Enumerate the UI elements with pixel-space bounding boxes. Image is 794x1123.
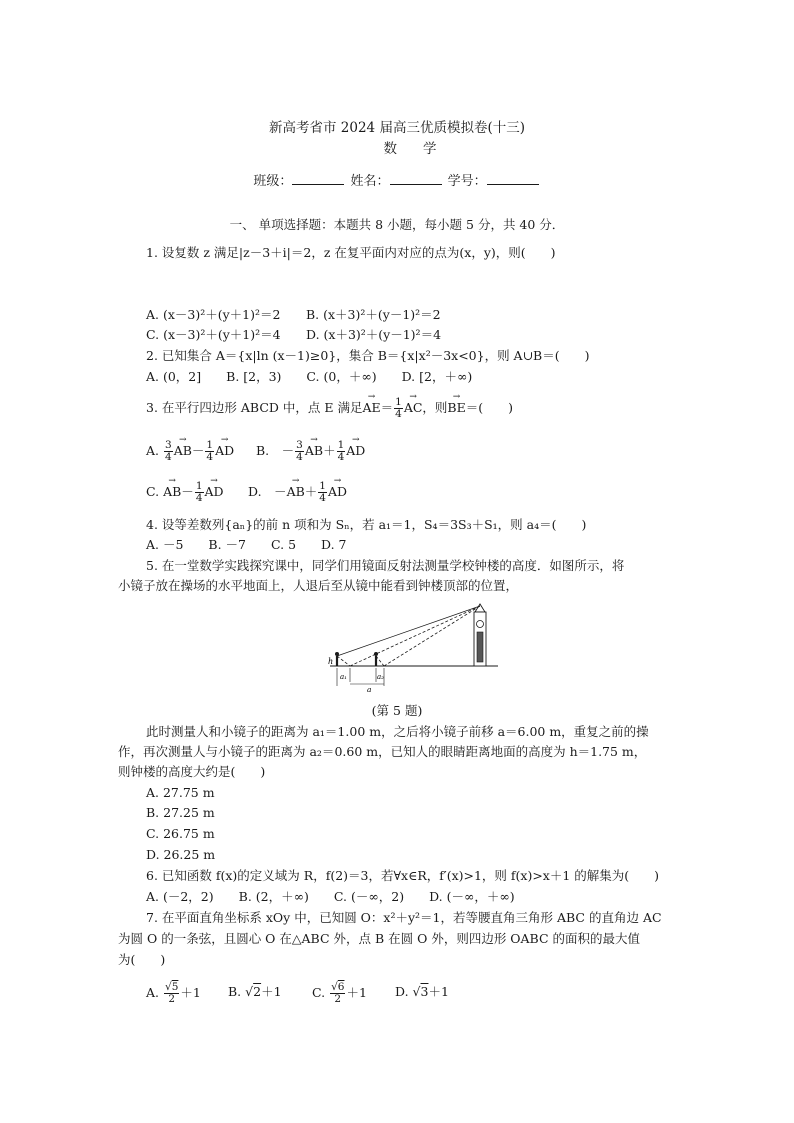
- frac-den: 4: [296, 451, 303, 463]
- frac-den: 4: [337, 451, 345, 463]
- vector-ad: → AD: [205, 482, 224, 502]
- frac-num: √6: [331, 981, 345, 993]
- radicand: 5: [171, 981, 179, 993]
- q4-options: A. －5 B. －7 C. 5 D. 7: [146, 537, 347, 552]
- fraction: [164, 982, 179, 1005]
- q5-para1: 此时测量人和小镜子的距离为 a₁＝1.00 m，之后将小镜子前移 a＝6.00 m，重复之前的操: [146, 724, 649, 739]
- vector-ac: → AC: [404, 398, 423, 418]
- q5-figure: [320, 602, 500, 694]
- sight-line-2b: [384, 606, 480, 666]
- q1-option-d: D. (x＋3)²＋(y－1)²＝4: [306, 327, 442, 342]
- vector-ab: → AB: [305, 441, 323, 461]
- option-label: A.: [146, 443, 160, 458]
- fraction: [394, 397, 403, 420]
- radicand: 3: [420, 984, 429, 999]
- frac-num: 1: [319, 480, 326, 492]
- fraction: [295, 440, 304, 463]
- fraction: [205, 440, 214, 463]
- q6-stem: 6. 已知函数 f(x)的定义域为 R，f(2)＝3，若∀x∈R，f′(x)>1，则 f(x)>x＋1 的解集为( ): [146, 868, 660, 883]
- option-tail: ＋1: [346, 985, 367, 1000]
- vector-ad: → AD: [346, 441, 365, 461]
- class-label: 班级：: [253, 174, 293, 189]
- class-blank[interactable]: [292, 172, 344, 185]
- q2-options: A. (0，2] B. [2，3) C. (0，＋∞) D. [2，＋∞): [146, 369, 473, 384]
- vector-ad: → AD: [328, 482, 347, 502]
- q3-stem: [146, 397, 513, 420]
- q5-para2: 作，再次测量人与小镜子的距离为 a₂＝0.60 m，已知人的眼睛距离地面的高度为 h＝1.75 m，: [118, 744, 647, 759]
- vector-be: → BE: [447, 398, 465, 418]
- frac-den: 4: [195, 492, 203, 504]
- q7-option-c: [312, 982, 367, 1005]
- person-2-head: [374, 652, 378, 656]
- fraction: [318, 481, 327, 504]
- q1-option-c: C. (x－3)²＋(y＋1)²＝4: [146, 327, 281, 342]
- clock-tower: [474, 604, 486, 666]
- frac-den: 4: [395, 408, 402, 420]
- operator: －: [181, 484, 194, 499]
- q5-option-a: A. 27.75 m: [146, 785, 215, 800]
- q6-options: A. (－2，2) B. (2，＋∞) C. (－∞，2) D. (－∞，＋∞): [146, 889, 515, 904]
- frac-den: 4: [206, 451, 214, 463]
- subject-title: 数学: [383, 141, 463, 157]
- option-label: C.: [312, 985, 326, 1000]
- option-label: D. －: [248, 484, 287, 499]
- q2-stem: 2. 已知集合 A＝{x|ln (x－1)≥0}，集合 B＝{x|x²－3x<0}，则 A∪B＝( ): [146, 348, 590, 363]
- frac-num: 3: [296, 439, 303, 451]
- q7-line3: 为( ): [118, 952, 166, 967]
- fraction: [330, 982, 345, 1005]
- q3-option-b: [256, 440, 365, 463]
- q5-line1: 5. 在一堂数学实践探究课中，同学们用镜面反射法测量学校钟楼的高度．如图所示，将: [146, 558, 625, 573]
- sight-line-1b: [350, 606, 480, 666]
- q7-option-d: D. √3＋1: [395, 984, 449, 999]
- vector-ae: → AE: [362, 398, 380, 418]
- id-label: 学号：: [447, 174, 487, 189]
- frac-den: 4: [165, 451, 172, 463]
- name-blank[interactable]: [390, 172, 442, 185]
- q3-equals: ＝: [380, 400, 394, 415]
- option-label: A.: [146, 985, 160, 1000]
- frac-num: 1: [337, 439, 345, 451]
- option-tail: ＋1: [428, 984, 449, 999]
- section-heading: 一、 单项选择题：本题共 8 小题，每小题 5 分，共 40 分．: [229, 217, 565, 232]
- sight-line-2a: [376, 656, 384, 666]
- option-label: B. －: [256, 443, 295, 458]
- id-blank[interactable]: [487, 172, 539, 185]
- q5-option-b: B. 27.25 m: [146, 805, 215, 820]
- exam-title: 新高考省市 2024 届高三优质模拟卷(十三): [269, 120, 525, 136]
- q3-stem-text-c: ＝( ): [465, 400, 513, 415]
- q1-option-b: B. (x＋3)²＋(y－1)²＝2: [306, 307, 441, 322]
- q1-option-a: A. (x－3)²＋(y＋1)²＝2: [146, 307, 281, 322]
- label-a2: a₂: [377, 673, 384, 681]
- fraction: [195, 481, 204, 504]
- radicand: 6: [337, 981, 345, 993]
- q1-stem: 1. 设复数 z 满足|z－3＋i|＝2，z 在复平面内对应的点为(x，y)，则( ): [146, 245, 556, 260]
- frac-den: 4: [319, 492, 326, 504]
- q7-line1: 7. 在平面直角坐标系 xOy 中，已知圆 O：x²＋y²＝1，若等腰直角三角形 ABC 的直角边 AC: [146, 910, 662, 925]
- q3-option-d: [248, 481, 347, 504]
- label-a: a: [367, 685, 372, 694]
- frac-num: 1: [395, 396, 402, 408]
- frac-num: 3: [165, 439, 172, 451]
- option-label: B.: [228, 984, 242, 999]
- name-label: 姓名：: [350, 174, 390, 189]
- operator: －: [191, 443, 205, 458]
- operator: ＋: [323, 443, 336, 458]
- fraction: [164, 440, 173, 463]
- q5-line2: 小镜子放在操场的水平地面上，人退后至从镜中能看到钟楼顶部的位置，: [118, 578, 519, 593]
- q7-option-a: [146, 982, 201, 1005]
- option-label: C.: [146, 484, 160, 499]
- frac-num: 1: [206, 439, 214, 451]
- q3-stem-text: 3. 在平行四边形 ABCD 中，点 E 满足: [146, 400, 363, 415]
- q5-option-c: C. 26.75 m: [146, 826, 215, 841]
- radicand: 2: [253, 984, 262, 999]
- frac-num: √5: [165, 981, 179, 993]
- q5-option-d: D. 26.25 m: [146, 847, 216, 862]
- option-tail: ＋1: [180, 985, 201, 1000]
- vector-ab: → AB: [174, 441, 192, 461]
- fraction: [337, 440, 346, 463]
- figure-caption: (第 5 题): [371, 703, 423, 718]
- label-a1: a₁: [340, 673, 347, 681]
- vector-ab: → AB: [163, 482, 181, 502]
- q7-line2: 为圆 O 的一条弦，且圆心 O 在△ABC 外，点 B 在圆 O 外，则四边形 OABC 的面积的最大值: [118, 931, 641, 946]
- vector-ab: → AB: [287, 482, 305, 502]
- frac-den: 2: [334, 993, 342, 1005]
- label-h: h: [328, 657, 334, 666]
- option-label: D.: [395, 984, 409, 999]
- operator: ＋: [304, 484, 318, 499]
- q3-option-a: [146, 440, 234, 463]
- sight-line-1a: [337, 656, 350, 666]
- option-tail: ＋1: [261, 984, 282, 999]
- q7-option-b: B. √2＋1: [228, 984, 282, 999]
- q4-stem: 4. 设等差数列{aₙ}的前 n 项和为 Sₙ，若 a₁＝1，S₄＝3S₃＋S₁，则 a₄＝( ): [146, 517, 587, 532]
- vector-ad: → AD: [215, 441, 234, 461]
- frac-num: 1: [195, 480, 203, 492]
- q3-option-c: [146, 481, 224, 504]
- frac-den: 2: [168, 993, 176, 1005]
- sight-line-top: [337, 606, 480, 656]
- q3-stem-text-b: ，则: [422, 400, 448, 415]
- student-info-line: [0, 172, 794, 192]
- q5-para3: 则钟楼的高度大约是( ): [118, 764, 266, 779]
